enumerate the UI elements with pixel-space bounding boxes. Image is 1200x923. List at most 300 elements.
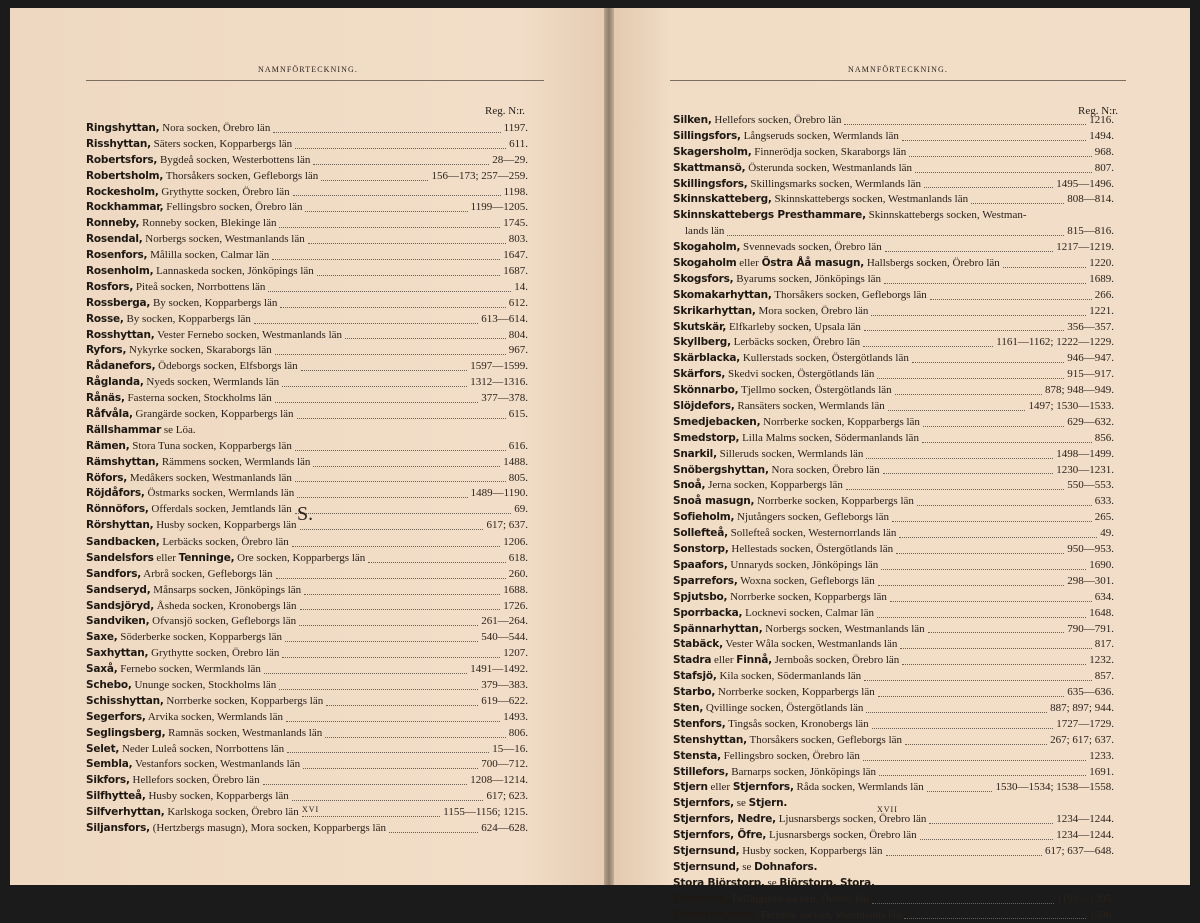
page-number: XVI	[302, 805, 320, 814]
entry-reg-number: 633.	[1094, 495, 1114, 508]
entry-reg-number: 887; 897; 944.	[1050, 701, 1114, 714]
entry-place-name: Stjernsund,	[673, 844, 740, 857]
entry-place-name: Sparrefors,	[673, 574, 738, 587]
entry-place-name: Rockhammar,	[86, 201, 164, 214]
dot-leader	[282, 375, 467, 387]
entry-text	[673, 431, 919, 447]
dot-leader	[922, 431, 1092, 443]
entry-place-name: Stora Björstorp,	[673, 876, 765, 889]
entry-location: Mora socken, Örebro län	[755, 304, 869, 317]
index-entry	[86, 375, 528, 391]
entry-place-name: Sofieholm,	[673, 511, 735, 524]
entry-reg-number: 14.	[514, 280, 528, 293]
running-head: NAMNFÖRTECKNING.	[848, 65, 949, 74]
entry-reg-number: 808—814.	[1067, 193, 1114, 206]
entry-text	[86, 662, 261, 678]
entry-location: eller	[153, 551, 179, 564]
entry-reg-number: 356—357.	[1067, 320, 1114, 333]
entry-text	[673, 717, 869, 733]
index-entry	[673, 685, 1114, 701]
entry-location: Månsarps socken, Jönköpings län	[150, 583, 302, 596]
entry-reg-number: 1493.	[503, 710, 528, 723]
entry-place-name: Skogaholm,	[673, 241, 741, 254]
entry-location: Norbergs socken, Westmanlands län	[142, 233, 305, 246]
entry-text	[86, 518, 297, 534]
entry-text	[673, 701, 863, 717]
index-entry	[86, 328, 528, 344]
entry-place-name: Rosse,	[86, 312, 124, 325]
dot-leader	[971, 192, 1064, 204]
entry-place-name: Smedstorp,	[673, 431, 740, 444]
entry-location: Åsheda socken, Kronobergs län	[154, 599, 297, 612]
entry-place-name: Sten,	[673, 701, 704, 714]
entry-location: Piteå socken, Norrbottens län	[133, 280, 266, 293]
entry-location: se	[733, 797, 749, 810]
entry-text	[86, 391, 272, 407]
entry-location: Byarums socken, Jönköpings län	[733, 272, 882, 285]
entry-location: Norrberke socken, Kopparbergs län	[163, 694, 324, 707]
dot-leader	[879, 765, 1086, 777]
index-entry	[673, 669, 1114, 685]
dot-leader	[303, 757, 478, 769]
entry-text	[86, 455, 310, 471]
entry-location: Rämmens socken, Wermlands län	[159, 455, 311, 468]
dot-leader	[276, 567, 506, 579]
entry-place-name: Rällshammar	[86, 423, 162, 436]
index-entry	[673, 208, 1114, 224]
entry-reg-number: 1498—1499.	[1056, 447, 1114, 460]
entry-reg-number: 634.	[1094, 590, 1114, 603]
index-entry	[673, 192, 1114, 208]
dot-leader	[313, 455, 500, 467]
dot-leader	[326, 694, 478, 706]
dot-leader	[896, 542, 1064, 554]
entry-reg-number: 1745.	[503, 217, 528, 230]
entry-place-name: Silken,	[673, 114, 712, 126]
entry-location: Karlskoga socken, Örebro län	[164, 806, 299, 819]
entry-text	[673, 177, 921, 193]
index-entry	[86, 614, 528, 630]
entry-reg-number: 1233.	[1089, 749, 1114, 762]
section-letter: S.	[297, 503, 314, 525]
entry-place-name: Starbo,	[673, 686, 716, 699]
entry-place-name: Selet,	[86, 742, 120, 755]
dot-leader	[885, 240, 1054, 252]
entry-reg-number: 700—712.	[481, 758, 528, 771]
index-entry	[673, 463, 1114, 479]
entry-location: Thorsåkers socken, Gefleborgs län	[163, 169, 319, 182]
entry-place-name: Stjern	[673, 781, 708, 794]
entry-text	[86, 169, 318, 185]
entry-place-name: Ronneby,	[86, 217, 140, 230]
entry-place-name: Sandfors,	[86, 567, 142, 580]
entry-reg-number: 1688.	[503, 583, 528, 596]
entry-text	[86, 423, 196, 439]
index-entry	[673, 908, 1114, 923]
entry-location: Söderberke socken, Kopparbergs län	[117, 631, 282, 644]
entry-place-name: Stenshyttan,	[673, 733, 747, 746]
entry-location: Svennevads socken, Örebro län	[740, 241, 882, 254]
dot-leader	[305, 200, 467, 212]
entry-reg-number: 857.	[1094, 670, 1114, 683]
entry-place-name: Rånäs,	[86, 392, 125, 405]
entry-reg-number: 1161—1162; 1222—1229.	[996, 336, 1114, 349]
dot-leader	[905, 733, 1047, 745]
dot-leader	[1003, 256, 1086, 268]
entry-place-name: Dohnafors.	[754, 860, 818, 873]
entry-reg-number: 856.	[1094, 431, 1114, 444]
entry-location: Vester Wåla socken, Westmanlands län	[722, 638, 898, 651]
entry-location: Finnerödja socken, Skaraborgs län	[751, 145, 907, 158]
entry-location: Fernebo socken, Wermlands län	[758, 908, 902, 921]
entry-place-name: Råglanda,	[86, 376, 144, 389]
entry-text	[673, 908, 901, 923]
entry-location: Målilla socken, Calmar län	[147, 249, 270, 262]
entry-location: Nora socken, Örebro län	[768, 463, 880, 476]
entry-place-name: Stafsjö,	[673, 670, 717, 683]
dot-leader	[878, 574, 1065, 586]
dot-leader	[301, 359, 468, 371]
entry-place-name: Snöbergshyttan,	[673, 463, 769, 476]
dot-leader	[317, 264, 500, 276]
entry-location: Vester Fernebo socken, Westmanlands län	[154, 328, 343, 341]
index-entry	[673, 812, 1114, 828]
entry-text	[86, 694, 323, 710]
index-entry	[673, 637, 1114, 653]
entry-text	[673, 447, 863, 463]
index-entry	[86, 646, 528, 662]
entry-reg-number: 1689.	[1089, 272, 1114, 285]
entry-place-name: Rämen,	[86, 439, 130, 452]
dot-leader	[254, 312, 478, 324]
entry-place-name: Spaafors,	[673, 558, 728, 571]
entry-location: Norrberke socken, Kopparbergs län	[754, 495, 914, 508]
entry-place-name: Stensta,	[673, 749, 721, 762]
index-entry	[673, 542, 1114, 558]
dot-leader	[297, 407, 506, 419]
dot-leader	[915, 161, 1092, 173]
entry-reg-number: 1230—1231.	[1056, 463, 1114, 476]
dot-leader	[300, 599, 501, 611]
entry-text	[86, 328, 342, 344]
entry-reg-number: 1197.	[503, 122, 528, 134]
entry-location: Sollefteå socken, Westernorrlands län	[727, 527, 897, 540]
entry-text	[673, 796, 787, 812]
entry-place-name: Stadra	[673, 654, 712, 667]
entry-location: Fasterna socken, Stockholms län	[124, 392, 272, 405]
index-entry	[86, 567, 528, 583]
index-entry	[673, 145, 1114, 161]
entry-place-name: Tenninge,	[178, 551, 235, 564]
entry-text	[685, 224, 724, 240]
entry-place-name: Slöjdefors,	[673, 400, 735, 413]
entry-place-name: Sandelsfors	[86, 551, 154, 564]
entry-place-name: Skomakarhyttan,	[673, 288, 772, 301]
entry-location: Qvillinge socken, Östergötlands län	[703, 701, 864, 714]
dot-leader	[273, 121, 500, 133]
entry-place-name: Stabäck,	[673, 638, 723, 651]
entry-location: Fernebo socken, Wermlands län	[117, 663, 261, 676]
index-entry	[86, 662, 528, 678]
dot-leader	[866, 447, 1053, 459]
dot-leader	[295, 137, 506, 149]
entry-location: Medåkers socken, Westmanlands län	[127, 471, 292, 484]
dot-leader	[287, 742, 489, 754]
entry-reg-number: 156—173; 257—259.	[431, 169, 528, 182]
dot-leader	[308, 232, 506, 244]
entry-text	[673, 526, 896, 542]
entry-text	[673, 145, 906, 161]
entry-location: By socken, Kopparbergs län	[150, 296, 278, 309]
entry-text	[673, 113, 841, 129]
entry-place-name: Rockesholm,	[86, 185, 159, 198]
dot-leader	[928, 622, 1065, 634]
entry-reg-number: 1312—1316.	[470, 376, 528, 389]
entry-text	[673, 653, 899, 669]
entry-reg-number: 805.	[508, 471, 528, 484]
entry-reg-number: 1206.	[503, 536, 528, 548]
entry-location: Arvika socken, Wermlands län	[145, 710, 283, 723]
entry-text	[673, 860, 817, 876]
entry-text	[673, 240, 882, 256]
entry-place-name: Sporrbacka,	[673, 606, 743, 619]
entry-text	[86, 757, 300, 773]
entry-reg-number: 1221.	[1089, 304, 1114, 317]
index-entry	[86, 248, 528, 264]
entry-place-name: Rönnöfors,	[86, 503, 149, 516]
entry-reg-number: 1491—1492.	[470, 663, 528, 676]
index-entry	[673, 717, 1114, 733]
entry-place-name: Östra Åå masugn,	[761, 257, 865, 270]
entry-reg-number: 1648.	[1089, 606, 1114, 619]
dot-leader	[295, 502, 512, 514]
dot-leader	[866, 701, 1047, 713]
entry-text	[86, 137, 292, 153]
entry-location: Skinnskattebergs socken, Westman-	[865, 209, 1027, 222]
index-entry	[86, 678, 528, 694]
entry-location: Elfkarleby socken, Upsala län	[726, 320, 861, 333]
entry-text	[673, 304, 868, 320]
entry-location: Råda socken, Wermlands län	[793, 781, 924, 794]
index-entry	[86, 726, 528, 742]
entry-reg-number: 1690.	[1089, 558, 1114, 571]
entry-reg-number: 1500.	[1089, 908, 1114, 921]
entry-text	[86, 216, 276, 232]
dot-leader	[293, 185, 501, 197]
index-entry	[673, 383, 1114, 399]
entry-place-name: Schebo,	[86, 679, 132, 692]
entry-text	[86, 312, 251, 328]
entry-reg-number: 1494.	[1089, 129, 1114, 142]
dot-leader	[883, 463, 1054, 475]
entry-place-name: Sonstorp,	[673, 543, 729, 556]
entry-text	[673, 256, 1000, 272]
entry-location: Husby socken, Kopparbergs län	[739, 844, 883, 857]
dot-leader	[902, 129, 1086, 141]
entry-location: Tjellmo socken, Östergötlands län	[738, 384, 892, 397]
dot-leader	[881, 558, 1086, 570]
dot-leader	[297, 486, 467, 498]
entry-location: lands län	[685, 225, 725, 238]
entry-place-name: Rosenfors,	[86, 249, 148, 262]
entry-place-name: Skattmansö,	[673, 161, 746, 174]
entry-text	[86, 439, 292, 455]
entry-text	[673, 637, 897, 653]
entry-place-name: Rosshyttan,	[86, 328, 155, 341]
entry-text	[673, 606, 874, 622]
entry-text	[673, 590, 887, 606]
dot-leader	[863, 335, 993, 347]
index-entry	[86, 710, 528, 726]
entry-text	[673, 335, 860, 351]
entry-place-name: Skärblacka,	[673, 352, 741, 365]
dot-leader	[872, 717, 1054, 729]
entry-reg-number: 377—378.	[481, 392, 528, 405]
index-entry	[86, 200, 528, 216]
dot-leader	[878, 685, 1065, 697]
header-rule	[86, 80, 544, 81]
entry-place-name: Stjernsund,	[673, 860, 740, 873]
entry-location: Woxna socken, Gefleborgs län	[737, 574, 875, 587]
entry-location: Hellefors socken, Örebro län	[711, 114, 842, 126]
entry-reg-number: 635—636.	[1067, 686, 1114, 699]
entry-place-name: Röfors,	[86, 471, 128, 484]
entry-location: Säters socken, Kopparbergs län	[150, 137, 293, 150]
entry-text	[86, 486, 294, 502]
entry-place-name: Stenfors,	[673, 717, 726, 730]
index-entry	[86, 185, 528, 201]
entry-location: Offerdals socken, Jemtlands län	[148, 503, 292, 516]
dot-leader	[884, 272, 1086, 284]
entry-location: Nykyrke socken, Skaraborgs län	[126, 344, 272, 357]
entry-location: Ransäters socken, Wermlands län	[734, 400, 885, 413]
entry-text	[86, 264, 314, 280]
entry-reg-number: 1155—1156; 1215.	[443, 806, 528, 819]
entry-text	[673, 320, 861, 336]
dot-leader	[864, 669, 1092, 681]
right-page	[614, 8, 1190, 921]
index-entry	[86, 773, 528, 789]
entry-location: Kila socken, Södermanlands län	[716, 670, 862, 683]
index-entry	[673, 256, 1114, 272]
entry-reg-number: 550—553.	[1067, 479, 1114, 492]
entry-place-name: Rossberga,	[86, 296, 151, 309]
entry-reg-number: 1208—1214.	[470, 774, 528, 787]
entry-reg-number: 806.	[508, 726, 528, 739]
entry-text	[673, 478, 843, 494]
entry-text	[86, 296, 277, 312]
index-entry	[673, 129, 1114, 145]
entry-place-name: Smedjebacken,	[673, 415, 761, 428]
entry-reg-number: 1727—1729.	[1056, 717, 1114, 730]
index-entry	[673, 749, 1114, 765]
dot-leader	[286, 710, 500, 722]
dot-leader	[295, 471, 506, 483]
entry-reg-number: 613—614.	[481, 312, 528, 325]
entry-reg-number: 1199—1205.	[470, 201, 528, 214]
dot-leader	[909, 145, 1092, 157]
entry-location: Thorsåkers socken, Gefleborgs län	[771, 288, 927, 301]
reg-number-label: Reg. N:r.	[1078, 105, 1119, 117]
entry-text	[673, 367, 874, 383]
entry-reg-number: 803.	[508, 233, 528, 246]
entry-reg-number: 1495—1496.	[1056, 177, 1114, 190]
entry-text	[673, 351, 909, 367]
entry-place-name: Rosenholm,	[86, 265, 154, 278]
index-entry	[86, 551, 528, 567]
entry-place-name: Björstorp, Stora.	[779, 876, 875, 889]
entry-reg-number: 1198.	[503, 185, 528, 198]
index-entry	[86, 391, 528, 407]
entry-reg-number: 1530—1534; 1538—1558.	[995, 781, 1114, 794]
entry-location: Neder Luleå socken, Norrbottens län	[119, 742, 285, 755]
entry-location: Silleruds socken, Wermlands län	[716, 447, 864, 460]
entry-location: Långseruds socken, Wermlands län	[740, 129, 899, 142]
entry-location: Norbergs socken, Westmanlands län	[762, 622, 925, 635]
dot-leader	[282, 646, 500, 658]
index-entry	[673, 240, 1114, 256]
index-entry	[673, 478, 1114, 494]
entry-reg-number: 807.	[1094, 161, 1114, 174]
entry-place-name: Sandseryd,	[86, 583, 151, 596]
entry-location: Österunda socken, Westmanlands län	[745, 161, 913, 174]
entry-location: Locknevi socken, Calmar län	[742, 606, 874, 619]
entry-place-name: Sandsjöryd,	[86, 599, 155, 612]
entry-reg-number: 817.	[1094, 638, 1114, 651]
index-entry	[86, 407, 528, 423]
entry-place-name: Stjernfors, Öfre,	[673, 829, 767, 842]
entry-reg-number: 1597—1599.	[470, 360, 528, 373]
index-entry	[673, 399, 1114, 415]
index-entry	[673, 320, 1114, 336]
entry-place-name: Segerfors,	[86, 710, 146, 723]
entry-reg-number: 1647.	[503, 249, 528, 262]
index-entry	[673, 780, 1114, 796]
dot-leader	[895, 383, 1042, 395]
dot-leader	[264, 662, 467, 674]
entry-place-name: Skärfors,	[673, 368, 726, 381]
entry-text	[673, 558, 878, 574]
entry-place-name: Råfvåla,	[86, 408, 133, 421]
entry-text	[673, 812, 926, 828]
entry-reg-number: 617; 637.	[486, 519, 528, 532]
entry-text	[86, 726, 322, 742]
dot-leader	[302, 805, 441, 817]
entry-text	[673, 494, 914, 510]
entry-location: Östmarks socken, Wermlands län	[144, 487, 295, 500]
entry-location: Ofvansjö socken, Gefleborgs län	[149, 615, 297, 628]
entry-reg-number: 298—301.	[1067, 574, 1114, 587]
dot-leader	[912, 351, 1064, 363]
entry-reg-number: 69.	[514, 503, 528, 516]
dot-leader	[279, 216, 500, 228]
entry-location: se	[764, 876, 780, 889]
entry-text	[86, 551, 365, 567]
index-entry	[673, 701, 1114, 717]
entry-location: Nyeds socken, Wermlands län	[143, 376, 280, 389]
index-entry	[86, 216, 528, 232]
entry-location: Tingsås socken, Kronobergs län	[725, 717, 869, 730]
index-entry	[673, 733, 1114, 749]
entry-reg-number: 266.	[1094, 288, 1114, 301]
dot-leader	[899, 526, 1097, 538]
entry-text	[673, 685, 875, 701]
entry-place-name: Skillingsfors,	[673, 177, 748, 190]
entry-place-name: Storboda,	[673, 892, 730, 905]
index-entry	[86, 153, 528, 169]
dot-leader	[877, 606, 1086, 618]
entry-place-name: Skutskär,	[673, 320, 727, 333]
